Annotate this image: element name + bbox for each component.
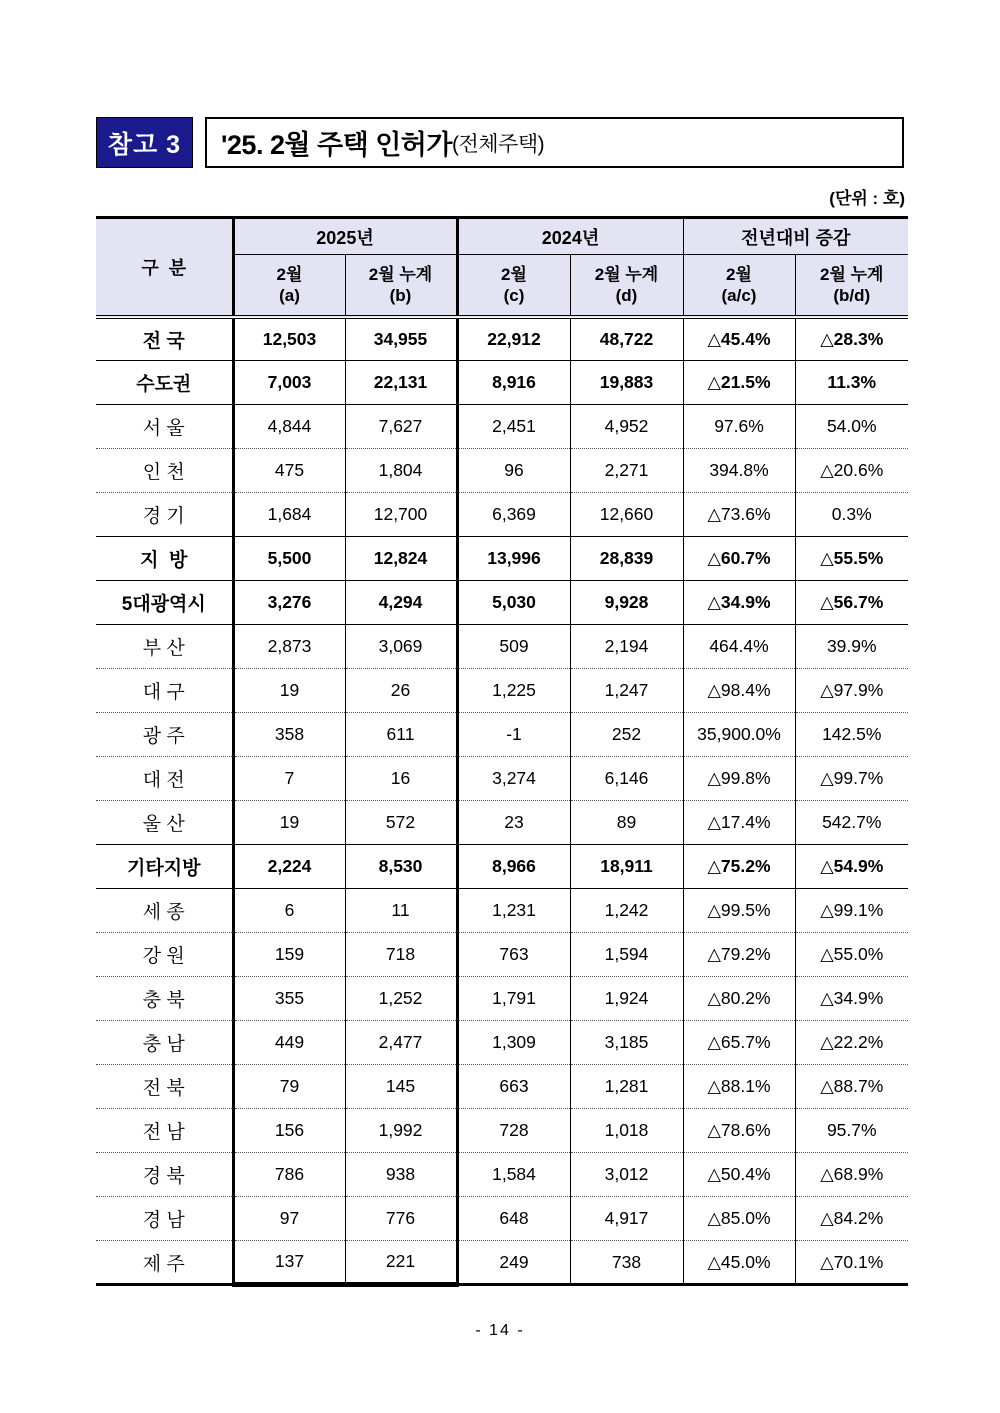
table-cell: △65.7% [683,1021,795,1065]
table-cell: 2,451 [457,405,570,449]
table-cell: △75.2% [683,845,795,889]
table-cell: 18,911 [570,845,683,889]
table-cell: △50.4% [683,1153,795,1197]
table-row [96,713,908,757]
table-cell: 28,839 [570,537,683,581]
table-cell: 3,069 [345,625,457,669]
table-cell: △99.5% [683,889,795,933]
table-cell: △70.1% [795,1241,908,1285]
table-row [96,801,908,845]
table-cell: 7,003 [233,361,345,405]
table-cell: 1,791 [457,977,570,1021]
table-cell: 159 [233,933,345,977]
table-row [96,581,908,625]
document-header [96,117,904,168]
table-cell: 22,131 [345,361,457,405]
table-cell: △54.9% [795,845,908,889]
table-cell: 12,824 [345,537,457,581]
row-label: 부 산 [96,625,233,669]
table-cell: 2,477 [345,1021,457,1065]
table-cell: 1,242 [570,889,683,933]
page-title: '25. 2월 주택 인허가 [221,130,452,160]
table-cell: 8,530 [345,845,457,889]
table-cell: 1,584 [457,1153,570,1197]
header-group-row [96,218,908,255]
table-cell: 1,594 [570,933,683,977]
page-number: - 14 - [475,1322,525,1339]
table-cell: △28.3% [820,328,884,349]
row-label: 5대광역시 [96,581,233,625]
col-header-2025-feb [233,255,345,317]
col-group-yoy-change: 전년대비 증감 [683,218,908,255]
row-label: 경 북 [96,1153,233,1197]
table-cell: 1,225 [457,669,570,713]
table-cell: 1,281 [570,1065,683,1109]
table-cell: 2,194 [570,625,683,669]
reference-badge: 참고 3 [96,117,193,168]
col-header-line1: 2월 누계 [368,264,433,284]
table-cell: 12,503 [233,317,345,361]
table-cell: 648 [457,1197,570,1241]
table-cell: △84.2% [795,1197,908,1241]
col-header-yoy-feb [683,255,795,317]
table-cell: 2,271 [570,449,683,493]
table-cell: 23 [457,801,570,845]
row-label: 울 산 [96,801,233,845]
table-cell: △99.8% [683,757,795,801]
table-row [96,405,908,449]
table-cell: 12,700 [345,493,457,537]
col-header-line1: 2월 [276,264,303,284]
table-cell: -1 [457,713,570,757]
table-cell: 6,146 [570,757,683,801]
table-row [96,1065,908,1109]
table-cell: 2,224 [233,845,345,889]
table-cell: 8,916 [457,361,570,405]
col-header-line2: (d) [615,285,638,305]
table-cell: 79 [233,1065,345,1109]
table-cell: 1,018 [570,1109,683,1153]
table-cell: △21.5% [683,361,795,405]
table-row [96,1021,908,1065]
table-row [96,1241,908,1285]
table-cell: 355 [233,977,345,1021]
table-cell: 4,844 [233,405,345,449]
table-row [96,669,908,713]
table-cell: 728 [457,1109,570,1153]
table-cell: 156 [233,1109,345,1153]
table-cell: 6,369 [457,493,570,537]
table-cell: 142.5% [795,713,908,757]
col-header-2025-feb-cum [345,255,457,317]
table-cell: 137 [233,1241,345,1285]
table-cell: 7,627 [345,405,457,449]
table-cell: 763 [457,933,570,977]
table-cell: △22.2% [795,1021,908,1065]
table-cell: 7 [233,757,345,801]
table-cell: 39.9% [795,625,908,669]
table-cell: △68.9% [795,1153,908,1197]
col-header-line2: (c) [503,285,525,305]
table-row [96,625,908,669]
table-cell: △17.4% [683,801,795,845]
row-label: 서 울 [96,405,233,449]
table-cell: 6 [233,889,345,933]
row-label: 인 천 [96,449,233,493]
table-cell: 97.6% [683,405,795,449]
table-cell: △45.0% [683,1241,795,1285]
table-cell: △88.1% [683,1065,795,1109]
col-header-line1: 2월 [501,264,527,284]
col-header-yoy-feb-cum [795,255,908,317]
table-cell: 34,955 [345,317,457,361]
table-cell: 54.0% [795,405,908,449]
table-cell: 464.4% [683,625,795,669]
table-row [96,317,908,361]
table-cell: 5,500 [233,537,345,581]
row-label: 전 북 [96,1065,233,1109]
table-row [96,1197,908,1241]
table-row [96,933,908,977]
row-label: 전 남 [96,1109,233,1153]
table-cell: 4,294 [345,581,457,625]
table-cell: 252 [570,713,683,757]
table-cell: 11.3% [795,361,908,405]
table-row [96,361,908,405]
table-cell: 358 [233,713,345,757]
table-cell: △45.4% [683,317,795,361]
table-cell: 572 [345,801,457,845]
table-cell: 48,722 [570,317,683,361]
table-cell: 718 [345,933,457,977]
col-header-line1: 2월 누계 [594,264,659,284]
table-cell: 96 [457,449,570,493]
table-cell: 35,900.0% [683,713,795,757]
table-cell: △85.0% [683,1197,795,1241]
row-label: 경 남 [96,1197,233,1241]
table-cell: 3,185 [570,1021,683,1065]
table-cell: 5,030 [457,581,570,625]
table-cell: △97.9% [795,669,908,713]
housing-permit-table [96,216,908,1287]
table-row [96,1153,908,1197]
table-body [96,317,908,1285]
table-cell: △73.6% [683,493,795,537]
table-cell: 1,247 [570,669,683,713]
table-cell: 19 [233,801,345,845]
table-cell: 12,660 [570,493,683,537]
table-cell: 738 [570,1241,683,1285]
table-cell: 249 [457,1241,570,1285]
table-cell: 22,912 [457,317,570,361]
table-cell: △20.6% [795,449,908,493]
table-cell: △55.5% [795,537,908,581]
col-group-2025: 2025년 [233,218,457,255]
table-cell: 97 [233,1197,345,1241]
col-header-2024-feb-cum [570,255,683,317]
table-cell: 1,924 [570,977,683,1021]
table-cell: △79.2% [683,933,795,977]
row-label: 수도권 [96,361,233,405]
table-cell: 938 [345,1153,457,1197]
unit-label: (단위 : 호) [829,189,905,208]
row-label: 대 구 [96,669,233,713]
row-label: 충 북 [96,977,233,1021]
table-cell: 9,928 [570,581,683,625]
table-row [96,757,908,801]
row-label: 충 남 [96,1021,233,1065]
table-cell: 19 [233,669,345,713]
page-title-suffix: (전체주택) [451,132,545,156]
table-cell: △34.9% [683,581,795,625]
table-cell: 8,966 [457,845,570,889]
table-cell: 509 [457,625,570,669]
title-box [205,117,904,168]
table-cell: 611 [345,713,457,757]
table-cell: △60.7% [683,537,795,581]
table-cell: 786 [233,1153,345,1197]
col-header-line2: (b) [389,285,412,305]
table-cell: △99.1% [795,889,908,933]
table-cell: △55.0% [795,933,908,977]
table-cell: 475 [233,449,345,493]
row-label: 강 원 [96,933,233,977]
table-cell: 1,684 [233,493,345,537]
row-label: 세 종 [96,889,233,933]
col-group-2024: 2024년 [457,218,683,255]
col-header-line2: (a) [279,285,300,305]
table-cell: △78.6% [683,1109,795,1153]
table-cell: 1,231 [457,889,570,933]
table-row [96,537,908,581]
table-cell: 89 [570,801,683,845]
table-cell: 449 [233,1021,345,1065]
col-header-line2: (b/d) [833,285,871,305]
table-cell: △99.7% [795,757,908,801]
table-cell: △98.4% [683,669,795,713]
row-label: 지 방 [96,537,233,581]
table-row [96,449,908,493]
table-cell: 16 [345,757,457,801]
row-label: 대 전 [96,757,233,801]
row-label: 경 기 [96,493,233,537]
col-header-category: 구 분 [96,218,233,317]
row-label: 광 주 [96,713,233,757]
table-row [96,889,908,933]
table-cell: △34.9% [795,977,908,1021]
table-row [96,1109,908,1153]
table-row [96,977,908,1021]
table-cell: 1,309 [457,1021,570,1065]
row-label: 전 국 [96,317,233,361]
table-cell: 4,917 [570,1197,683,1241]
table-cell: 1,252 [345,977,457,1021]
row-label: 제 주 [96,1241,233,1285]
table-cell: 3,276 [233,581,345,625]
table-cell: 3,012 [570,1153,683,1197]
table-cell: 394.8% [683,449,795,493]
table-cell: 221 [345,1241,457,1285]
table-cell: 19,883 [570,361,683,405]
table-cell: 95.7% [795,1109,908,1153]
col-header-line1: 2월 [726,264,752,284]
table-cell: △80.2% [683,977,795,1021]
table-header [96,218,908,317]
table-cell: 3,274 [457,757,570,801]
table-cell: 2,873 [233,625,345,669]
col-header-line1: 2월 누계 [820,264,884,284]
col-header-line2: (a/c) [721,285,757,305]
col-header-2024-feb [457,255,570,317]
table-cell: 13,996 [457,537,570,581]
table-cell: 26 [345,669,457,713]
table-cell: 145 [345,1065,457,1109]
table-cell: 542.7% [795,801,908,845]
table-cell: △56.7% [795,581,908,625]
table-cell: 776 [345,1197,457,1241]
table-cell: △88.7% [795,1065,908,1109]
table-cell: 1,804 [345,449,457,493]
table-cell: 1,992 [345,1109,457,1153]
table-row [96,845,908,889]
table-cell: 663 [457,1065,570,1109]
row-label: 기타지방 [96,845,233,889]
table-cell: 0.3% [795,493,908,537]
table-cell: 4,952 [570,405,683,449]
table-row [96,493,908,537]
table-cell: 11 [345,889,457,933]
